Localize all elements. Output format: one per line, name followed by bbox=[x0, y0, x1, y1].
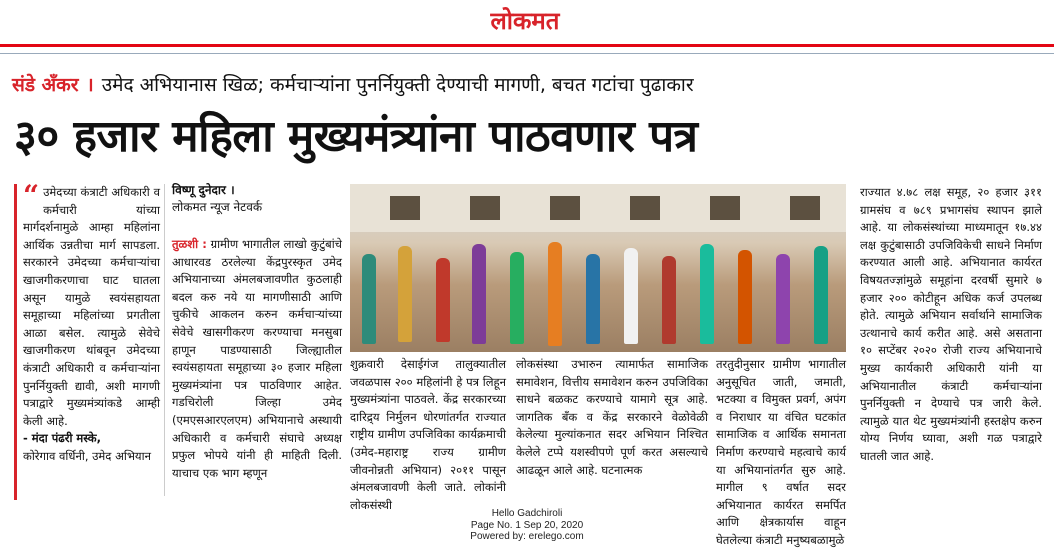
quote-author-place: कोरेगाव वर्धिनी, उमेद अभियान bbox=[23, 448, 151, 463]
byline-agency: लोकमत न्यूज नेटवर्क bbox=[172, 200, 263, 214]
masthead-rule bbox=[0, 44, 1054, 47]
article-text-1: ग्रामीण भागातील लाखो कुटुंबांचे आधारवड ठरलेल्या केंद्रपुरस्कृत उमेद अभियानाच्या अंमलबजावणीत कुठलाही बदल करु नये या मागणीसाठी आणि चुकीचे आकलन करुन कर्मचाऱ्यांच्या सेवेचे खासगीकरण करण्याचा मनसुबा हाणून पाडण्यासाठी जिल्ह्यातील स्वयंसहायता समूहाच्या ३० हजार महिला मुख्यमंत्र्यांना पत्र पाठविणार आहेत. गडचिरोली जिल्हा उमेद (एमएसआरएलएम) अभियानाचे अस्थायी अधिकारी व कर्मचारी संघाचे अध्यक्ष प्रफुल भोपये यांनी ही माहिती दिली. याचाच एक भाग म्हणून bbox=[172, 237, 342, 480]
quote-author: - मंदा पंढरी मस्के, bbox=[23, 431, 101, 446]
photo-figure bbox=[472, 244, 486, 344]
article-text-3: लोकसंस्था उभारुन त्यामार्फत सामाजिक समावेशन, वित्तीय समावेशन करुन उपजिविका साधने बळकट करण्याचे यामागे सूत्र आहे. जागतिक बँक व केंद्र सरकारने वेळोवेळी केलेल्या मुल्यांकनात सदर अभियान निश्चित केलेले टप्पे यशस्वीपणे पूर्ण करत असल्याचे आढळून आले आहे. घटनात्मक bbox=[516, 357, 708, 477]
article-text-5: राज्यात ४.७८ लक्ष समूह, २० हजार ३११ ग्रामसंघ व ७८९ प्रभागसंघ स्थापन झाले आहे. या लोकसंस्थांच्या माध्यमातून १७.४४ लक्ष कुटुंबासाठी उपजिविकेची साधने निर्माण करण्यात आली आहे. अभियानात कार्यरत विषयतज्ज्ञांमुळे समूहांना दरवर्षी सुमारे ७ हजार २०० कोटीहून अधिक कर्ज उपलब्ध होते. त्यामुळे अभियान सर्वार्थाने सामाजिक उत्थानाचे कार्य करीत आहे. असे असताना १० सप्टेंबर २०२० रोजी राज्य अभियानाचे मुख्य कार्यकारी अधिकारी यांनी या अभियानातील कंत्राटी कर्मचाऱ्यांना पुनर्नियुक्ती न देण्याचे पत्र जारी केले. त्यामुळे यात थेट मुख्यमंत्र्यांनी हस्तक्षेप करुन योग्य निर्णय घ्यावा, अशी गळ पत्राद्वारे घातली जात आहे. bbox=[860, 185, 1042, 463]
article-column-5 bbox=[860, 184, 1042, 502]
photo-figure bbox=[586, 254, 600, 344]
quote-text: उमेदच्या कंत्राटी अधिकारी व कर्मचारी यांच्या मार्गदर्शनामुळे आम्हा महिलांना आर्थिक उन्नतीचा मार्ग सापडला. सरकारने उमेदच्या कर्मचाऱ्यांचा खाजगीकरणाचा घाट घातला असून यामुळे स्वयंसहायता समूहाच्या महिलांच्या प्रगतीला आळा बसेल. त्यामुळे सेवेचे खाजगीकरण थांबवून उमेदच्या कंत्राटी अधिकारी व कर्मचाऱ्यांना पुनर्नियुक्ती द्यावी, अशी मागणी पत्राद्वारे मुख्यमंत्र्यांकडे आम्ही केली आहे. bbox=[23, 185, 160, 428]
photo-figure bbox=[436, 258, 450, 342]
photo-figure bbox=[624, 248, 638, 344]
footer-edition: Hello Gadchiroli bbox=[491, 508, 563, 519]
photo-figure bbox=[548, 242, 562, 346]
kicker-separator: । bbox=[86, 74, 94, 96]
photo-window bbox=[550, 196, 580, 220]
lokmat-logo: लोकमत bbox=[490, 6, 560, 35]
photo-window bbox=[470, 196, 500, 220]
masthead-subrule bbox=[0, 53, 1054, 54]
kicker-text: उमेद अभियानास खिळ; कर्मचाऱ्यांना पुनर्नियुक्ती देण्याची मागणी, बचत गटांचा पुढाकार bbox=[101, 74, 694, 96]
masthead bbox=[0, 0, 1054, 44]
photo-window bbox=[710, 196, 740, 220]
column-divider bbox=[164, 184, 165, 496]
article-column-1 bbox=[172, 236, 342, 502]
article-text-2: शुक्रवारी देसाईगंज तालुक्यातील जवळपास २०० महिलांनी हे पत्र लिहून मुख्यमंत्र्यांना पाठवले. केंद्र सरकारच्या दारिद्र्य निर्मुलन धोरणांतर्गत राज्यात राष्ट्रीय ग्रामीण उपजिविका कार्यक्रमाची (उमेद-महाराष्ट्र राज्य ग्रामीण जीवनोन्नती अभियान) २०११ पासून अंमलबजावणी केली जाते. लोकांनी लोकसंस्थी bbox=[350, 357, 506, 512]
article-column-3 bbox=[516, 356, 708, 502]
pull-quote bbox=[14, 179, 160, 500]
article-column-4 bbox=[716, 356, 846, 547]
article-text-4: तरतुदीनुसार ग्रामीण भागातील अनुसूचित जाती, जमाती, भटक्या व विमुक्त प्रवर्ग, अपंग व निराधार या वंचित घटकांत सामाजिक व आर्थिक समानता निर्माण करण्याचे महत्वाचे कार्य या अभियानांतर्गत सुरु आहे. मागील ९ वर्षात सदर अभियानात कार्यरत समर्पित आणि क्षेत्रकार्यास वाहून घेतलेल्या कंत्राटी मनुष्यबळामुळे bbox=[716, 357, 846, 547]
footer-powered[interactable]: Powered by: erelego.com bbox=[470, 531, 584, 542]
page-footer bbox=[0, 508, 1054, 552]
byline bbox=[172, 182, 342, 218]
news-photo bbox=[350, 184, 846, 352]
dateline: तुळशी : bbox=[172, 237, 207, 251]
byline-name: विष्णू दुनेदार । bbox=[172, 183, 235, 197]
photo-window bbox=[630, 196, 660, 220]
photo-figure bbox=[814, 246, 828, 344]
headline: ३० हजार महिला मुख्यमंत्र्यांना पाठवणार पत्र bbox=[14, 111, 698, 162]
photo-figure bbox=[398, 246, 412, 342]
photo-figure bbox=[662, 256, 676, 344]
quote-mark-icon: “ bbox=[23, 179, 40, 212]
kicker bbox=[12, 68, 1042, 102]
photo-figure bbox=[776, 254, 790, 344]
photo-figure bbox=[510, 252, 524, 344]
photo-window bbox=[390, 196, 420, 220]
article-column-2 bbox=[350, 356, 506, 512]
photo-building bbox=[350, 184, 846, 232]
photo-figure bbox=[362, 254, 376, 344]
photo-window bbox=[790, 196, 820, 220]
photo-figure bbox=[738, 250, 752, 344]
photo-figure bbox=[700, 244, 714, 344]
kicker-label: संडे अँकर bbox=[12, 74, 79, 96]
footer-page: Page No. 1 Sep 20, 2020 bbox=[470, 519, 584, 531]
